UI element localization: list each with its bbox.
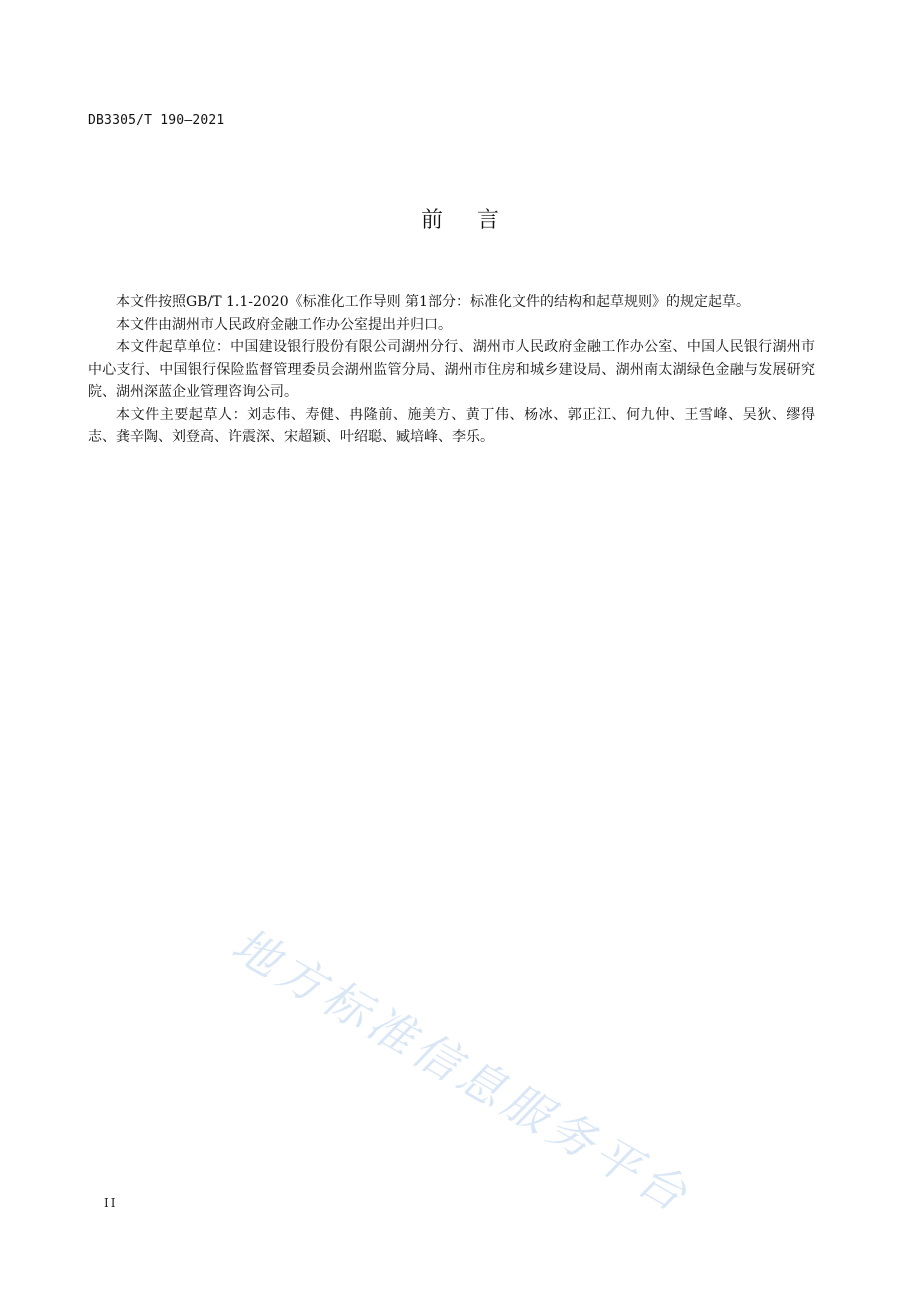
paragraph-drafting-units: 本文件起草单位：中国建设银行股份有限公司湖州分行、湖州市人民政府金融工作办公室、中国人民银行湖州市中心支行、中国银行保险监督管理委员会湖州监管分局、湖州市住房和城乡建设局、湖州南太湖绿色金融与发展研究院、湖州深蓝企业管理咨询公司。	[88, 339, 815, 400]
paragraph-drafting-rules: 本文件按照GB/T 1.1-2020《标准化工作导则 第1部分：标准化文件的结构和起草规则》的规定起草。	[116, 294, 750, 310]
paragraph-drafters: 本文件主要起草人：刘志伟、寿健、冉隆前、施美方、黄丁伟、杨冰、郭正江、何九仲、王雪峰、吴狄、缪得志、龚辛陶、刘登高、许震深、宋超颖、叶绍聪、臧培峰、李乐。	[88, 406, 815, 445]
watermark-text: 地方标准信息服务平台	[223, 917, 701, 1224]
paragraph-proposer: 本文件由湖州市人民政府金融工作办公室提出并归口。	[116, 316, 452, 333]
page-number: II	[104, 1196, 118, 1210]
document-code: DB3305/T 190—2021	[88, 113, 225, 128]
page-title: 前言	[420, 208, 533, 233]
foreword-body	[88, 291, 815, 449]
